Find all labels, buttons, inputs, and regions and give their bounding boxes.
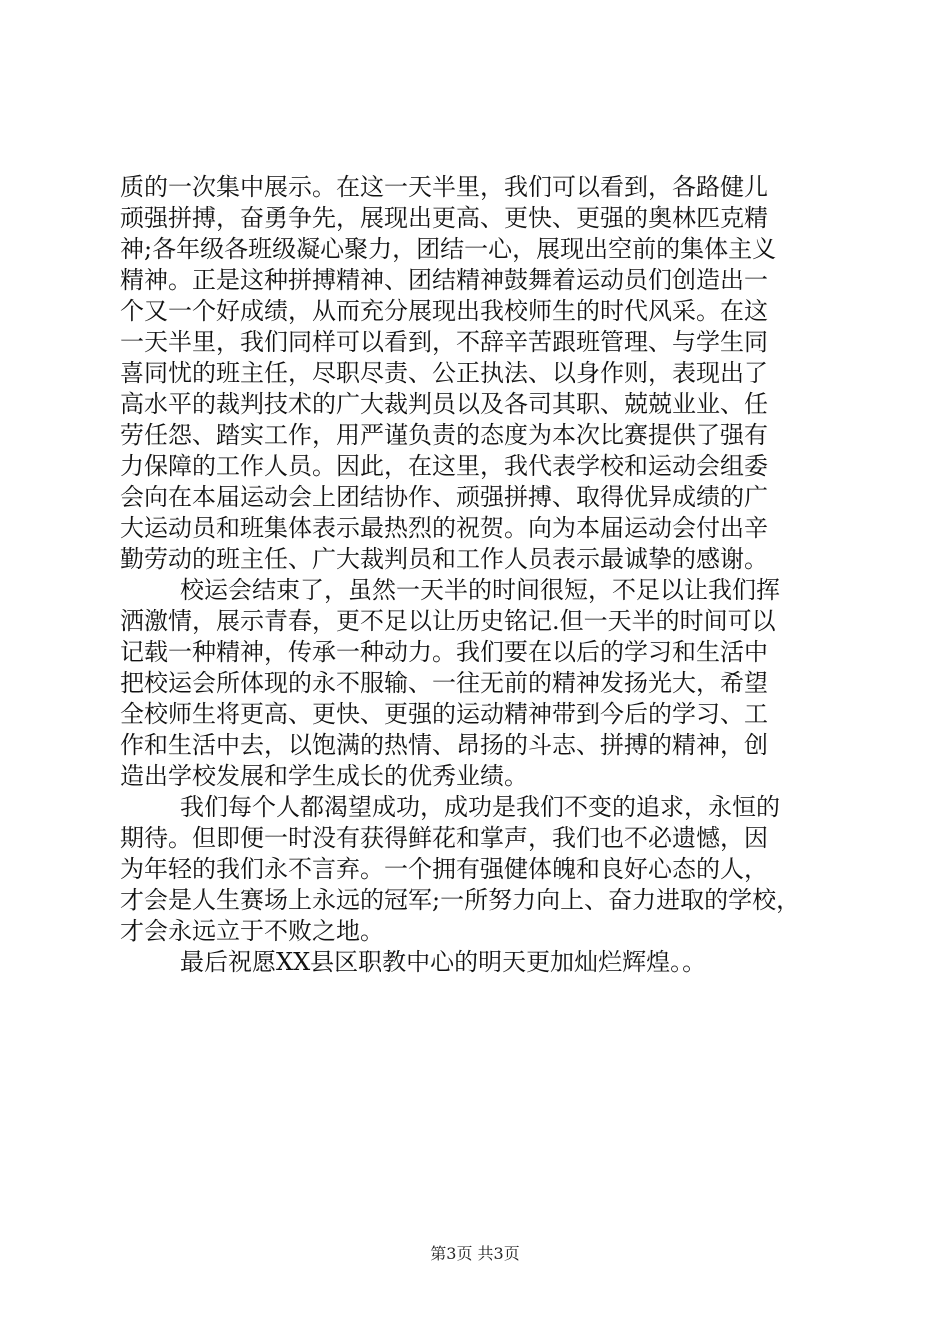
text-line: 才会永远立于不败之地。 bbox=[120, 917, 384, 945]
text-line: 为年轻的我们永不言弃。一个拥有强健体魄和良好心态的人， bbox=[120, 855, 768, 883]
text-line: 勤劳动的班主任、广大裁判员和工作人员表示最诚挚的感谢。 bbox=[120, 545, 768, 573]
text-line: 个又一个好成绩，从而充分展现出我校师生的时代风采。在这 bbox=[120, 297, 768, 325]
page-number-footer: 第3页 共3页 bbox=[430, 1244, 520, 1263]
text-line: 精神。正是这种拼搏精神、团结精神鼓舞着运动员们创造出一 bbox=[120, 266, 768, 294]
paragraph-start-line: 最后祝愿XX县区职教中心的明天更加灿烂辉煌。。 bbox=[180, 948, 707, 976]
text-line: 喜同忧的班主任，尽职尽责、公正执法、以身作则，表现出了 bbox=[120, 359, 768, 387]
text-line: 把校运会所体现的永不服输、一往无前的精神发扬光大，希望 bbox=[120, 669, 768, 697]
document-body bbox=[120, 172, 840, 978]
text-line: 劳任怨、踏实工作，用严谨负责的态度为本次比赛提供了强有 bbox=[120, 421, 768, 449]
text-line: 质的一次集中展示。在这一天半里，我们可以看到，各路健儿 bbox=[120, 173, 768, 201]
text-line: 作和生活中去，以饱满的热情、昂扬的斗志、拼搏的精神，创 bbox=[120, 731, 768, 759]
text-line: 期待。但即便一时没有获得鲜花和掌声，我们也不必遗憾，因 bbox=[120, 824, 768, 852]
text-line: 记载一种精神，传承一种动力。我们要在以后的学习和生活中 bbox=[120, 638, 768, 666]
text-line: 才会是人生赛场上永远的冠军;一所努力向上、奋力进取的学校， bbox=[120, 886, 801, 914]
text-line: 顽强拼搏，奋勇争先，展现出更高、更快、更强的奥林匹克精 bbox=[120, 204, 768, 232]
text-line: 力保障的工作人员。因此，在这里，我代表学校和运动会组委 bbox=[120, 452, 768, 480]
text-line: 会向在本届运动会上团结协作、顽强拼搏、取得优异成绩的广 bbox=[120, 483, 768, 511]
text-line: 造出学校发展和学生成长的优秀业绩。 bbox=[120, 762, 528, 790]
text-line: 大运动员和班集体表示最热烈的祝贺。向为本届运动会付出辛 bbox=[120, 514, 768, 542]
text-line: 高水平的裁判技术的广大裁判员以及各司其职、兢兢业业、任 bbox=[120, 390, 768, 418]
text-line: 神;各年级各班级凝心聚力，团结一心，展现出空前的集体主义 bbox=[120, 235, 777, 263]
text-line: 一天半里，我们同样可以看到，不辞辛苦跟班管理、与学生同 bbox=[120, 328, 768, 356]
text-line: 全校师生将更高、更快、更强的运动精神带到今后的学习、工 bbox=[120, 700, 768, 728]
paragraph-start-line: 我们每个人都渴望成功，成功是我们不变的追求，永恒的 bbox=[180, 793, 780, 821]
paragraph-start-line: 校运会结束了，虽然一天半的时间很短，不足以让我们挥 bbox=[180, 576, 780, 604]
text-line: 洒激情，展示青春，更不足以让历史铭记.但一天半的时间可以 bbox=[120, 607, 776, 635]
